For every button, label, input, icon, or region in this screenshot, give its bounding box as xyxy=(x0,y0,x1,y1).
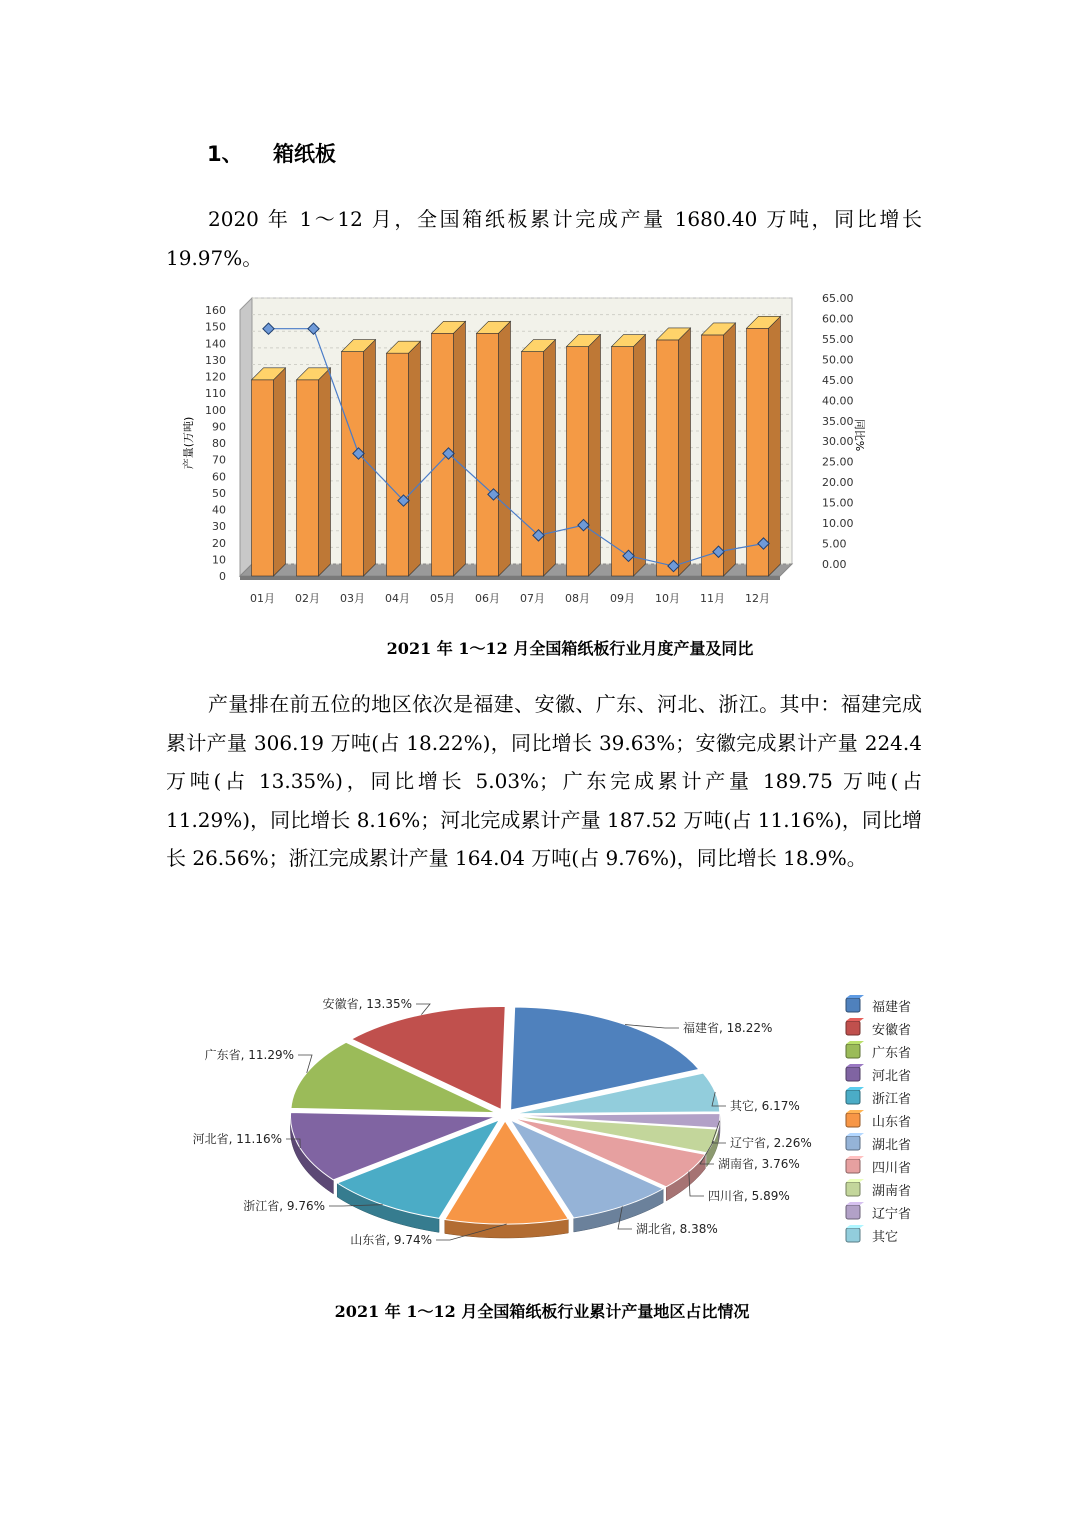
y2-tick-label: 40.00 xyxy=(822,394,854,408)
legend-swatch xyxy=(846,1228,860,1242)
bar-side xyxy=(409,341,421,576)
bar xyxy=(252,380,274,576)
legend-swatch-top xyxy=(846,1202,864,1205)
x-tick-label: 10月 xyxy=(655,592,680,605)
legend-label: 四川省 xyxy=(872,1161,912,1176)
monthly-production-bar-chart xyxy=(180,286,900,616)
y2-tick-label: 45.00 xyxy=(822,373,854,387)
y2-tick-label: 55.00 xyxy=(822,332,854,346)
legend-swatch xyxy=(846,1044,860,1058)
legend-swatch xyxy=(846,998,860,1012)
bar xyxy=(612,347,634,576)
intro-paragraph: 2020 年 1～12 月，全国箱纸板累计完成产量 1680.40 万吨，同比增长 19.97%。 xyxy=(166,207,922,270)
legend-swatch-top xyxy=(846,1225,864,1228)
bar xyxy=(702,335,724,576)
bar xyxy=(297,380,319,576)
legend-swatch xyxy=(846,1090,860,1104)
pie-slice-label: 山东省, 9.74% xyxy=(350,1233,432,1247)
legend-label: 福建省 xyxy=(872,1000,912,1015)
chart-side-wall xyxy=(240,298,252,576)
bar-chart-caption: 2021 年 1～12 月全国箱纸板行业月度产量及同比 xyxy=(386,639,754,658)
y-axis-title: 产量(万吨) xyxy=(182,416,195,470)
bar xyxy=(747,328,769,576)
legend-swatch-top xyxy=(846,1064,864,1067)
legend-swatch-top xyxy=(846,1156,864,1159)
legend-swatch-top xyxy=(846,1087,864,1090)
x-tick-label: 01月 xyxy=(250,592,275,605)
legend-label: 辽宁省 xyxy=(872,1207,912,1222)
bar-side xyxy=(769,316,781,576)
bar-side xyxy=(634,335,646,576)
x-tick-label: 08月 xyxy=(565,592,590,605)
y-tick-label: 140 xyxy=(205,337,226,351)
y2-tick-label: 65.00 xyxy=(822,292,854,305)
legend-label: 山东省 xyxy=(872,1115,912,1130)
pie-slice-label: 四川省, 5.89% xyxy=(708,1189,790,1203)
legend-label: 河北省 xyxy=(872,1069,912,1084)
legend-label: 安徽省 xyxy=(872,1023,912,1038)
legend-swatch-top xyxy=(846,1041,864,1044)
section-number: 1、 xyxy=(207,142,243,166)
y2-axis-title: 同比% xyxy=(853,418,866,452)
y-tick-label: 70 xyxy=(212,453,226,467)
legend-swatch xyxy=(846,1136,860,1150)
x-tick-label: 03月 xyxy=(340,592,365,605)
y2-tick-label: 20.00 xyxy=(822,476,854,490)
legend-swatch xyxy=(846,1159,860,1173)
y2-tick-label: 60.00 xyxy=(822,312,854,326)
y-tick-label: 50 xyxy=(212,486,226,500)
legend-swatch-top xyxy=(846,995,864,998)
y-tick-label: 40 xyxy=(212,503,226,517)
bar xyxy=(342,352,364,576)
y-tick-label: 110 xyxy=(205,387,226,401)
section-heading xyxy=(207,138,336,168)
x-tick-label: 12月 xyxy=(745,592,770,605)
bar-side xyxy=(319,368,331,576)
y2-tick-label: 25.00 xyxy=(822,455,854,469)
y-tick-label: 20 xyxy=(212,536,226,550)
bar-side xyxy=(499,321,511,576)
section-title: 箱纸板 xyxy=(273,142,336,166)
legend-label: 浙江省 xyxy=(872,1092,912,1107)
pie-slice-label: 河北省, 11.16% xyxy=(192,1132,282,1146)
legend-label: 广东省 xyxy=(872,1046,912,1061)
bar-side xyxy=(724,323,736,576)
pie-slice-label: 广东省, 11.29% xyxy=(204,1048,294,1062)
y-tick-label: 150 xyxy=(205,320,226,334)
x-tick-label: 11月 xyxy=(700,592,725,605)
y-tick-label: 10 xyxy=(212,553,226,567)
legend-swatch xyxy=(846,1021,860,1035)
pie-chart-caption: 2021 年 1～12 月全国箱纸板行业累计产量地区占比情况 xyxy=(334,1302,750,1321)
bar-side xyxy=(454,321,466,576)
pie-slice-label: 浙江省, 9.76% xyxy=(243,1199,325,1213)
y-tick-label: 0 xyxy=(219,570,226,583)
y-tick-label: 90 xyxy=(212,420,226,434)
x-tick-label: 09月 xyxy=(610,592,635,605)
chart-floor-edge xyxy=(240,576,780,580)
legend-swatch-top xyxy=(846,1110,864,1113)
legend-swatch-top xyxy=(846,1179,864,1182)
legend-label: 湖南省 xyxy=(872,1184,912,1199)
y2-tick-label: 50.00 xyxy=(822,353,854,367)
x-tick-label: 02月 xyxy=(295,592,320,605)
y-tick-label: 100 xyxy=(205,403,226,417)
legend-swatch xyxy=(846,1182,860,1196)
y2-tick-label: 30.00 xyxy=(822,435,854,449)
bar-side xyxy=(589,335,601,576)
bar xyxy=(477,333,499,576)
bar-side xyxy=(679,328,691,576)
y-tick-label: 60 xyxy=(212,470,226,484)
bar-side xyxy=(544,340,556,576)
pie-slice-label: 其它, 6.17% xyxy=(730,1099,800,1113)
legend-swatch-top xyxy=(846,1018,864,1021)
x-tick-label: 06月 xyxy=(475,592,500,605)
y-tick-label: 30 xyxy=(212,520,226,534)
pie-slice-label: 湖南省, 3.76% xyxy=(718,1157,800,1171)
legend-swatch xyxy=(846,1067,860,1081)
y2-tick-label: 10.00 xyxy=(822,517,854,531)
y2-tick-label: 35.00 xyxy=(822,414,854,428)
regions-paragraph: 产量排在前五位的地区依次是福建、安徽、广东、河北、浙江。其中：福建完成累计产量 306.19 万吨(占 18.22%)，同比增长 39.63%；安徽完成累计产量 224.4 万吨(占 13.35%)，同比增长 5.03%；广东完成累计产量 189.75 万吨(占 11.29%)，同比增长 8.16%；河北完成累计产量 187.52 万吨(占 11.16%)，同比增长 26.56%；浙江完成累计产量 164.04 万吨(占 9.76%)，同比增长 18.9%。 xyxy=(166,692,922,870)
bar xyxy=(522,352,544,576)
bar-side xyxy=(274,368,286,576)
legend-label: 其它 xyxy=(872,1230,899,1245)
legend-swatch xyxy=(846,1205,860,1219)
bar-side xyxy=(364,340,376,576)
y-tick-label: 80 xyxy=(212,437,226,450)
pie-slice-label: 湖北省, 8.38% xyxy=(636,1222,718,1236)
pie-slice-label: 福建省, 18.22% xyxy=(683,1021,773,1035)
legend-swatch xyxy=(846,1113,860,1127)
x-tick-label: 04月 xyxy=(385,592,410,605)
bar xyxy=(387,353,409,576)
bar xyxy=(567,347,589,576)
y2-tick-label: 0.00 xyxy=(822,558,847,571)
y-tick-label: 160 xyxy=(205,304,226,317)
x-tick-label: 07月 xyxy=(520,592,545,605)
pie-slice-label: 安徽省, 13.35% xyxy=(322,997,412,1011)
pie-slice-label: 辽宁省, 2.26% xyxy=(730,1136,812,1150)
x-tick-label: 05月 xyxy=(430,592,455,605)
y-tick-label: 130 xyxy=(205,353,226,367)
y-tick-label: 120 xyxy=(205,370,226,384)
bar xyxy=(657,340,679,576)
y2-tick-label: 15.00 xyxy=(822,496,854,510)
regional-share-pie-chart xyxy=(170,990,930,1260)
legend-swatch-top xyxy=(846,1133,864,1136)
y2-tick-label: 5.00 xyxy=(822,537,847,551)
legend-label: 湖北省 xyxy=(872,1138,912,1153)
